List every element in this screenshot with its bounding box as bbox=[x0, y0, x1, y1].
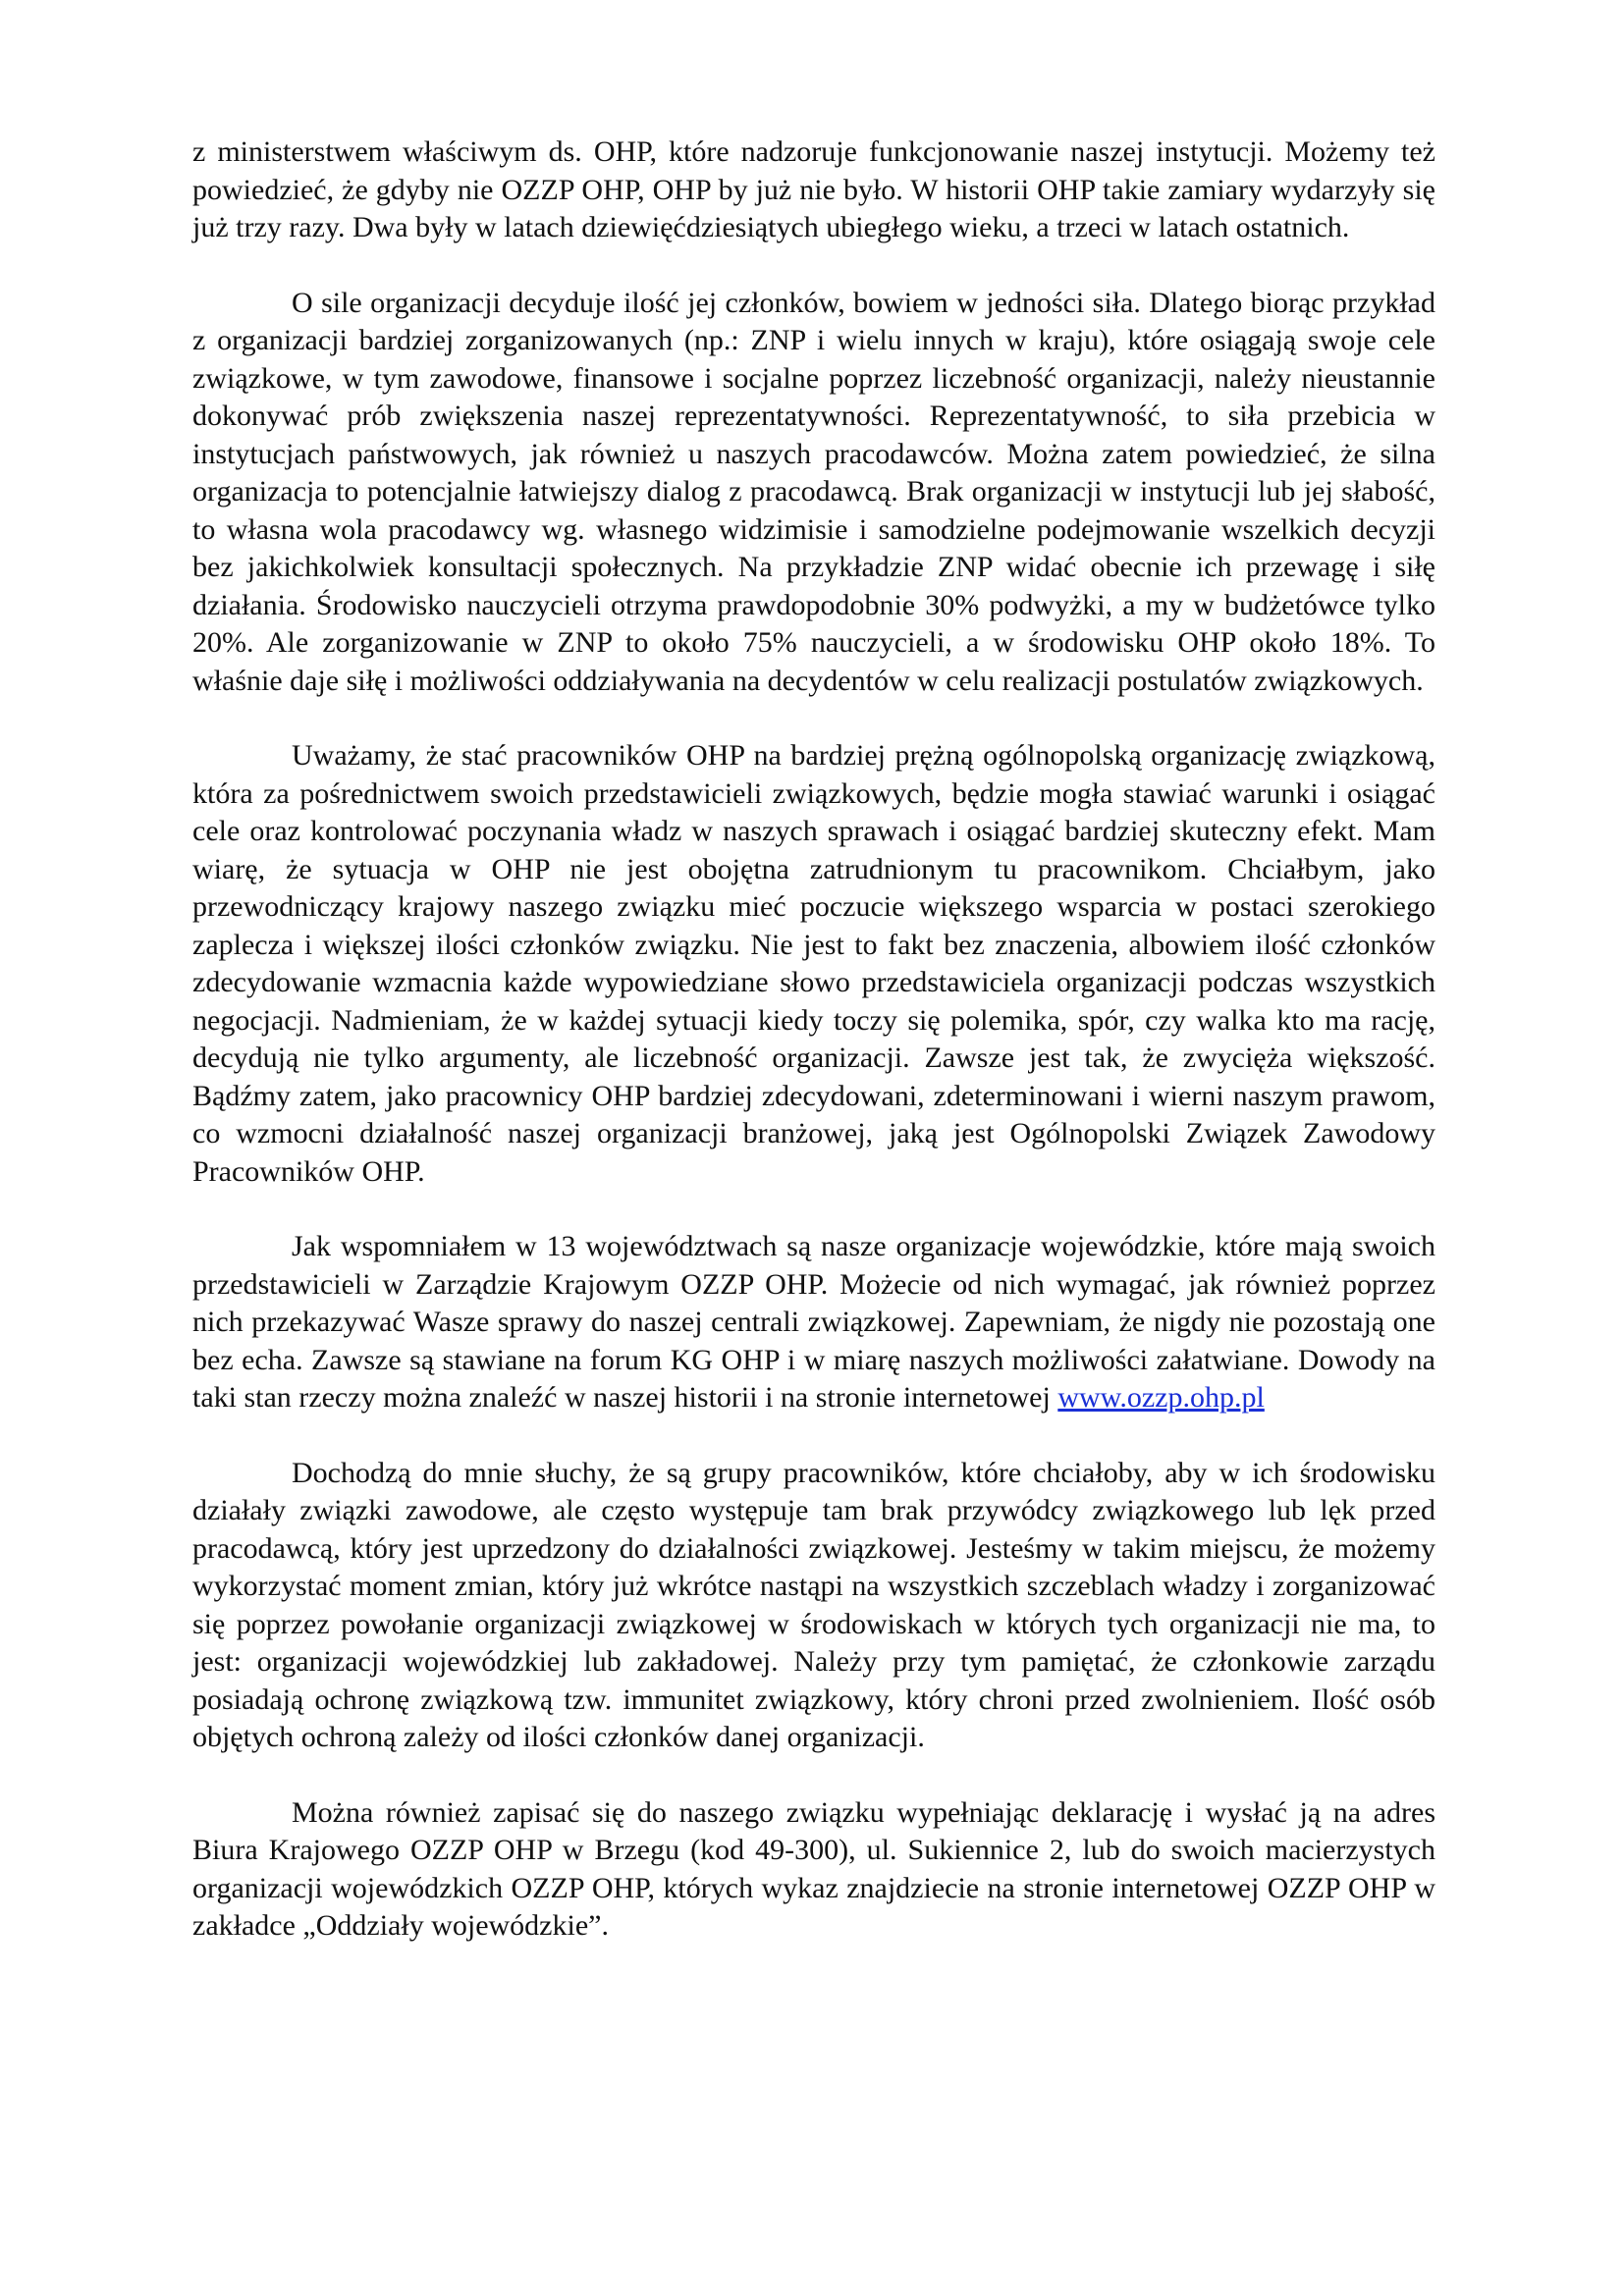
document-page bbox=[192, 133, 1435, 1983]
paragraph-membership-declaration: Można również zapisać się do naszego związku wypełniając deklarację i wysłać ją na adres Biura Krajowego OZZP OHP w Brzegu (kod 49-300), ul. Sukiennice 2, lub do swoich macierzystych organizacji wojewódzkich OZZP OHP, których wykaz znajdziecie na stronie internetowej OZZP OHP w zakładce „Oddziały wojewódzkie”. bbox=[192, 1795, 1435, 1942]
paragraph-organization-strength: O sile organizacji decyduje ilość jej członków, bowiem w jedności siła. Dlatego biorąc przykład z organizacji bardziej zorganizowanych (np.: ZNP i wielu innych w kraju), które osiągają swoje cele związkowe, w tym zawodowe, finansowe i socjalne poprzez liczebność organizacji, należy nieustannie dokonywać prób zwiększenia naszej reprezentatywności. Reprezentatywność, to siła przebicia w instytucjach państwowych, jak również u naszych pracodawców. Można zatem powiedzieć, że silna organizacja to potencjalnie łatwiejszy dialog z pracodawcą. Brak organizacji w instytucji lub jej słabość, to własna wola pracodawcy wg. własnego widzimisie i samodzielne podejmowanie wszelkich decyzji bez jakichkolwiek konsultacji społecznych. Na przykładzie ZNP widać obecnie ich przewagę i siłę działania. Środowisko nauczycieli otrzyma prawdopodobnie 30% podwyżki, a my w budżetówce tylko 20%. Ale zorganizowanie w ZNP to około 75% nauczycieli, a w środowisku OHP około 18%. To właśnie daje siłę i możliwości oddziaływania na decydentów w celu realizacji postulatów związkowych. bbox=[192, 286, 1435, 697]
website-link[interactable]: www.ozzp.ohp.pl bbox=[1057, 1381, 1265, 1414]
paragraph-regional-organizations-text: Jak wspomniałem w 13 województwach są nasze organizacje wojewódzkie, które mają swoich przedstawicieli w Zarządzie Krajowym OZZP OHP. Możecie od nich wymagać, jak również poprzez nich przekazywać Wasze sprawy do naszej centrali związkowej. Zapewniam, że nigdy nie pozostają one bez echa. Zawsze są stawiane na forum KG OHP i w miarę naszych możliwości załatwiane. Dowody na taki stan rzeczy można znaleźć w naszej historii i na stronie internetowej bbox=[192, 1230, 1435, 1414]
paragraph-new-organizations: Dochodzą do mnie słuchy, że są grupy pracowników, które chciałoby, aby w ich środowisku działały związki zawodowe, ale często występuje tam brak przywódcy związkowego lub lęk przed pracodawcą, który jest uprzedzony do działalności związkowej. Jesteśmy w takim miejscu, że możemy wykorzystać moment zmian, który już wkrótce nastąpi na wszystkich szczeblach władzy i zorganizować się poprzez powołanie organizacji związkowej w środowiskach w których tych organizacji nie ma, to jest: organizacji wojewódzkiej lub zakładowej. Należy przy tym pamiętać, że członkowie zarządu posiadają ochronę związkową tzw. immunitet związkowy, który chroni przed zwolnieniem. Ilość osób objętych ochroną zależy od ilości członków danej organizacji. bbox=[192, 1456, 1435, 1753]
paragraph-union-appeal: Uważamy, że stać pracowników OHP na bardziej prężną ogólnopolską organizację związkową, która za pośrednictwem swoich przedstawicieli związkowych, będzie mogła stawiać warunki i osiągać cele oraz kontrolować poczynania władz w naszych sprawach i osiągać bardziej skuteczny efekt. Mam wiarę, że sytuacja w OHP nie jest obojętna zatrudnionym tu pracownikom. Chciałbym, jako przewodniczący krajowy naszego związku mieć poczucie większego wsparcia w postaci szerokiego zaplecza i większej ilości członków związku. Nie jest to fakt bez znaczenia, albowiem ilość członków zdecydowanie wzmacnia każde wypowiedziane słowo przedstawiciela organizacji podczas wszystkich negocjacji. Nadmieniam, że w każdej sytuacji kiedy toczy się polemika, spór, czy walka kto ma rację, decydują nie tylko argumenty, ale liczebność organizacji. Zawsze jest tak, że zwycięża większość. Bądźmy zatem, jako pracownicy OHP bardziej zdecydowani, zdeterminowani i wierni naszym prawom, co wzmocni działalność naszej organizacji branżowej, jaką jest Ogólnopolski Związek Zawodowy Pracowników OHP. bbox=[192, 739, 1435, 1188]
paragraph-continuation: z ministerstwem właściwym ds. OHP, które nadzoruje funkcjonowanie naszej instytucji. Możemy też powiedzieć, że gdyby nie OZZP OHP, OHP by już nie było. W historii OHP takie zamiary wydarzyły się już trzy razy. Dwa były w latach dziewięćdziesiątych ubiegłego wieku, a trzeci w latach ostatnich. bbox=[192, 135, 1435, 243]
paragraph-regional-organizations bbox=[192, 1228, 1435, 1417]
